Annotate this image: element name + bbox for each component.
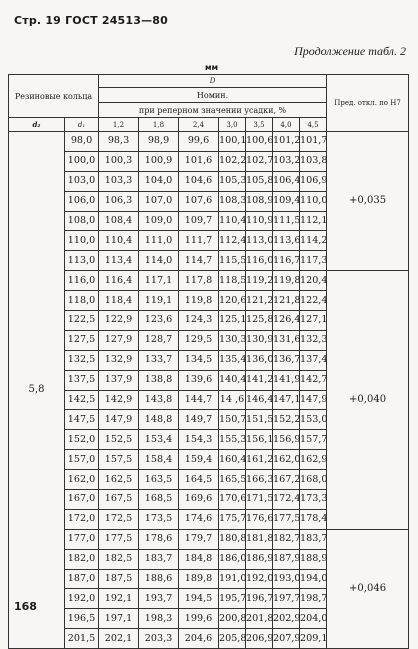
diameter-cell: 119,8 xyxy=(179,291,219,311)
diameter-cell: 173,3 xyxy=(300,490,327,510)
diameter-cell: 203,3 xyxy=(139,629,179,649)
diameter-cell: 120,6 xyxy=(219,291,246,311)
shrink-value: 4,0 xyxy=(273,118,300,132)
diameter-cell: 117,8 xyxy=(179,271,219,291)
diameter-cell: 119,8 xyxy=(273,271,300,291)
diameter-cell: 167,5 xyxy=(99,490,139,510)
diameter-cell: 178,6 xyxy=(139,529,179,549)
d1-cell: 118,0 xyxy=(65,291,99,311)
diameter-cell: 123,6 xyxy=(139,311,179,331)
diameter-cell: 158,4 xyxy=(139,450,179,470)
d1-cell: 167,0 xyxy=(65,490,99,510)
diameter-cell: 192,0 xyxy=(246,569,273,589)
diameter-cell: 209,1 xyxy=(300,629,327,649)
diameter-cell: 175,7 xyxy=(219,509,246,529)
diameter-cell: 141,9 xyxy=(273,370,300,390)
d1-cell: 132,5 xyxy=(65,350,99,370)
diameter-cell: 138,8 xyxy=(139,370,179,390)
diameter-cell: 197,1 xyxy=(99,609,139,629)
diameter-cell: 111,0 xyxy=(139,231,179,251)
shrink-value: 1,8 xyxy=(139,118,179,132)
d1-cell: 177,0 xyxy=(65,529,99,549)
diameter-cell: 102,2 xyxy=(219,151,246,171)
diameter-cell: 206,9 xyxy=(246,629,273,649)
diameter-cell: 193,7 xyxy=(139,589,179,609)
diameter-cell: 126,4 xyxy=(273,311,300,331)
d1-cell: 116,0 xyxy=(65,271,99,291)
diameter-cell: 189,8 xyxy=(179,569,219,589)
shrink-value: 3,0 xyxy=(219,118,246,132)
diameter-cell: 106,3 xyxy=(99,191,139,211)
tolerance-cell: +0,035 xyxy=(327,132,409,271)
diameter-cell: 143,8 xyxy=(139,390,179,410)
diameter-cell: 132,3 xyxy=(300,330,327,350)
diameter-cell: 137,4 xyxy=(300,350,327,370)
diameter-cell: 116,0 xyxy=(246,251,273,271)
diameter-cell: 147,9 xyxy=(300,390,327,410)
diameter-cell: 109,0 xyxy=(139,211,179,231)
diameter-cell: 177,5 xyxy=(273,509,300,529)
diameter-cell: 118,5 xyxy=(219,271,246,291)
diameter-cell: 110,4 xyxy=(99,231,139,251)
diameter-cell: 99,6 xyxy=(179,132,219,152)
diameter-cell: 100,6 xyxy=(246,132,273,152)
table-body xyxy=(9,132,409,649)
diameter-cell: 139,6 xyxy=(179,370,219,390)
diameter-cell: 106,9 xyxy=(300,171,327,191)
page-number: 168 xyxy=(14,600,37,613)
diameter-cell: 107,0 xyxy=(139,191,179,211)
diameter-cell: 152,2 xyxy=(273,410,300,430)
diameter-cell: 113,4 xyxy=(99,251,139,271)
diameter-cell: 122,4 xyxy=(300,291,327,311)
diameter-cell: 119,2 xyxy=(246,271,273,291)
diameter-cell: 184,8 xyxy=(179,549,219,569)
diameter-cell: 200,8 xyxy=(219,609,246,629)
diameter-cell: 110,4 xyxy=(219,211,246,231)
diameter-cell: 191,0 xyxy=(219,569,246,589)
diameter-cell: 171,5 xyxy=(246,490,273,510)
diameter-cell: 157,5 xyxy=(99,450,139,470)
diameter-cell: 202,9 xyxy=(273,609,300,629)
diameter-cell: 182,5 xyxy=(99,549,139,569)
diameter-cell: 162,0 xyxy=(273,450,300,470)
diameter-cell: 127,9 xyxy=(99,330,139,350)
diameter-cell: 187,5 xyxy=(99,569,139,589)
diameter-cell: 186,0 xyxy=(219,549,246,569)
d1-cell: 182,0 xyxy=(65,549,99,569)
diameter-cell: 180,8 xyxy=(219,529,246,549)
diameter-cell: 154,3 xyxy=(179,430,219,450)
diameter-cell: 131,6 xyxy=(273,330,300,350)
diameter-cell: 162,5 xyxy=(99,470,139,490)
shrink-value: 4,5 xyxy=(300,118,327,132)
d1-cell: 187,0 xyxy=(65,569,99,589)
diameter-cell: 147,1 xyxy=(273,390,300,410)
shrink-value: 3,5 xyxy=(246,118,273,132)
diameter-cell: 100,1 xyxy=(219,132,246,152)
d1-cell: 106,0 xyxy=(65,191,99,211)
diameter-cell: 121,2 xyxy=(246,291,273,311)
header-d1: d₁ xyxy=(65,118,99,132)
diameter-cell: 176,6 xyxy=(246,509,273,529)
diameter-cell: 168,0 xyxy=(300,470,327,490)
diameter-cell: 98,3 xyxy=(99,132,139,152)
diameter-cell: 167,2 xyxy=(273,470,300,490)
table-row xyxy=(9,132,409,152)
diameter-cell: 148,8 xyxy=(139,410,179,430)
diameter-cell: 187,9 xyxy=(273,549,300,569)
diameter-cell: 149,7 xyxy=(179,410,219,430)
tolerance-cell: +0,046 xyxy=(327,529,409,648)
d1-cell: 162,0 xyxy=(65,470,99,490)
diameter-cell: 153,4 xyxy=(139,430,179,450)
d1-cell: 113,0 xyxy=(65,251,99,271)
d1-cell: 100,0 xyxy=(65,151,99,171)
d1-cell: 137,5 xyxy=(65,370,99,390)
diameter-cell: 109,7 xyxy=(179,211,219,231)
diameter-cell: 114,0 xyxy=(139,251,179,271)
diameter-cell: 116,4 xyxy=(99,271,139,291)
diameter-cell: 108,9 xyxy=(246,191,273,211)
diameter-cell: 109,4 xyxy=(273,191,300,211)
diameter-cell: 120,4 xyxy=(300,271,327,291)
diameter-cell: 129,5 xyxy=(179,330,219,350)
diameter-cell: 147,9 xyxy=(99,410,139,430)
header-shrinkage: при реперном значении усадки, % xyxy=(99,103,327,118)
d1-cell: 98,0 xyxy=(65,132,99,152)
diameter-cell: 142,9 xyxy=(99,390,139,410)
diameter-cell: 117,3 xyxy=(300,251,327,271)
diameter-cell: 105,8 xyxy=(246,171,273,191)
diameter-cell: 198,3 xyxy=(139,609,179,629)
diameter-cell: 113,0 xyxy=(246,231,273,251)
diameter-cell: 177,5 xyxy=(99,529,139,549)
diameter-cell: 192,1 xyxy=(99,589,139,609)
d1-cell: 192,0 xyxy=(65,589,99,609)
diameter-cell: 101,6 xyxy=(179,151,219,171)
diameter-cell: 199,6 xyxy=(179,609,219,629)
diameter-cell: 181,8 xyxy=(246,529,273,549)
diameter-cell: 168,5 xyxy=(139,490,179,510)
diameter-cell: 160,4 xyxy=(219,450,246,470)
diameter-cell: 100,9 xyxy=(139,151,179,171)
diameter-cell: 188,6 xyxy=(139,569,179,589)
diameter-cell: 110,0 xyxy=(300,191,327,211)
diameter-cell: 170,6 xyxy=(219,490,246,510)
diameter-cell: 182,7 xyxy=(273,529,300,549)
d1-cell: 142,5 xyxy=(65,390,99,410)
diameter-cell: 133,7 xyxy=(139,350,179,370)
diameter-cell: 103,3 xyxy=(99,171,139,191)
diameter-cell: 173,5 xyxy=(139,509,179,529)
diameter-cell: 113,6 xyxy=(273,231,300,251)
diameter-cell: 102,7 xyxy=(246,151,273,171)
diameter-cell: 142,7 xyxy=(300,370,327,390)
d1-cell: 110,0 xyxy=(65,231,99,251)
diameter-cell: 197,7 xyxy=(273,589,300,609)
d1-cell: 108,0 xyxy=(65,211,99,231)
diameter-cell: 169,6 xyxy=(179,490,219,510)
diameter-cell: 115,5 xyxy=(219,251,246,271)
diameter-cell: 130,3 xyxy=(219,330,246,350)
diameter-cell: 127,1 xyxy=(300,311,327,331)
tolerance-cell: +0,040 xyxy=(327,271,409,530)
diameter-cell: 100,3 xyxy=(99,151,139,171)
diameter-cell: 107,6 xyxy=(179,191,219,211)
diameter-cell: 159,4 xyxy=(179,450,219,470)
diameter-cell: 157,7 xyxy=(300,430,327,450)
diameter-cell: 193,0 xyxy=(273,569,300,589)
diameter-cell: 118,4 xyxy=(99,291,139,311)
diameter-cell: 172,5 xyxy=(99,509,139,529)
diameter-cell: 201,8 xyxy=(246,609,273,629)
diameter-cell: 183,7 xyxy=(139,549,179,569)
diameter-cell: 194,0 xyxy=(300,569,327,589)
diameter-cell: 121,8 xyxy=(273,291,300,311)
diameter-cell: 166,3 xyxy=(246,470,273,490)
units-label: мм xyxy=(205,63,219,72)
diameter-cell: 198,7 xyxy=(300,589,327,609)
diameter-cell: 204,0 xyxy=(300,609,327,629)
diameter-cell: 202,1 xyxy=(99,629,139,649)
header-rubber-rings: Резиновые кольца xyxy=(9,75,99,118)
diameter-cell: 104,6 xyxy=(179,171,219,191)
diameter-cell: 152,5 xyxy=(99,430,139,450)
diameter-cell: 136,0 xyxy=(246,350,273,370)
diameter-cell: 106,4 xyxy=(273,171,300,191)
diameter-cell: 105,3 xyxy=(219,171,246,191)
diameter-cell: 117,1 xyxy=(139,271,179,291)
diameter-cell: 178,4 xyxy=(300,509,327,529)
diameter-cell: 183,7 xyxy=(300,529,327,549)
d1-cell: 147,5 xyxy=(65,410,99,430)
diameter-cell: 162,9 xyxy=(300,450,327,470)
diameter-cell: 195,7 xyxy=(219,589,246,609)
diameter-cell: 172,4 xyxy=(273,490,300,510)
d1-cell: 152,0 xyxy=(65,430,99,450)
shrink-value: 2,4 xyxy=(179,118,219,132)
diameter-cell: 130,9 xyxy=(246,330,273,350)
diameter-cell: 140,4 xyxy=(219,370,246,390)
diameter-cell: 163,5 xyxy=(139,470,179,490)
diameter-cell: 164,5 xyxy=(179,470,219,490)
dimensions-table xyxy=(8,74,409,649)
diameter-cell: 119,1 xyxy=(139,291,179,311)
diameter-cell: 122,9 xyxy=(99,311,139,331)
table-row xyxy=(9,271,409,291)
header-D: D xyxy=(99,75,327,88)
header-tolerance: Пред. откл. по Н7 xyxy=(327,75,409,132)
diameter-cell: 108,4 xyxy=(99,211,139,231)
diameter-cell: 144,7 xyxy=(179,390,219,410)
diameter-cell: 134,5 xyxy=(179,350,219,370)
diameter-cell: 111,5 xyxy=(273,211,300,231)
diameter-cell: 135,4 xyxy=(219,350,246,370)
diameter-cell: 207,9 xyxy=(273,629,300,649)
diameter-cell: 186,9 xyxy=(246,549,273,569)
header-nominal: Номин. xyxy=(99,88,327,103)
d1-cell: 122,5 xyxy=(65,311,99,331)
diameter-cell: 146,4 xyxy=(246,390,273,410)
diameter-cell: 114,2 xyxy=(300,231,327,251)
diameter-cell: 132,9 xyxy=(99,350,139,370)
diameter-cell: 112,1 xyxy=(300,211,327,231)
diameter-cell: 110,9 xyxy=(246,211,273,231)
d2-value: 5,8 xyxy=(9,132,65,649)
diameter-cell: 196,7 xyxy=(246,589,273,609)
diameter-cell: 116,7 xyxy=(273,251,300,271)
diameter-cell: 150,7 xyxy=(219,410,246,430)
diameter-cell: 128,7 xyxy=(139,330,179,350)
diameter-cell: 137,9 xyxy=(99,370,139,390)
diameter-cell: 136,7 xyxy=(273,350,300,370)
diameter-cell: 101,7 xyxy=(300,132,327,152)
table-continuation-label: Продолжение табл. 2 xyxy=(294,44,406,58)
diameter-cell: 156,1 xyxy=(246,430,273,450)
diameter-cell: 204,6 xyxy=(179,629,219,649)
diameter-cell: 194,5 xyxy=(179,589,219,609)
d1-cell: 157,0 xyxy=(65,450,99,470)
diameter-cell: 125,1 xyxy=(219,311,246,331)
diameter-cell: 124,3 xyxy=(179,311,219,331)
diameter-cell: 141,2 xyxy=(246,370,273,390)
diameter-cell: 179,7 xyxy=(179,529,219,549)
d1-cell: 196,5 xyxy=(65,609,99,629)
diameter-cell: 98,9 xyxy=(139,132,179,152)
diameter-cell: 14 ,6 xyxy=(219,390,246,410)
diameter-cell: 165,5 xyxy=(219,470,246,490)
diameter-cell: 125,8 xyxy=(246,311,273,331)
d1-cell: 201,5 xyxy=(65,629,99,649)
page-header-label: Стр. 19 ГОСТ 24513—80 xyxy=(14,14,169,27)
diameter-cell: 101,2 xyxy=(273,132,300,152)
diameter-cell: 108,3 xyxy=(219,191,246,211)
diameter-cell: 156,9 xyxy=(273,430,300,450)
diameter-cell: 103,2 xyxy=(273,151,300,171)
diameter-cell: 174,6 xyxy=(179,509,219,529)
diameter-cell: 205,8 xyxy=(219,629,246,649)
diameter-cell: 103,8 xyxy=(300,151,327,171)
diameter-cell: 111,7 xyxy=(179,231,219,251)
diameter-cell: 153,0 xyxy=(300,410,327,430)
header-d2: d₂ xyxy=(9,118,65,132)
diameter-cell: 188,9 xyxy=(300,549,327,569)
diameter-cell: 104,0 xyxy=(139,171,179,191)
diameter-cell: 112,4 xyxy=(219,231,246,251)
diameter-cell: 161,2 xyxy=(246,450,273,470)
diameter-cell: 151,5 xyxy=(246,410,273,430)
table-row xyxy=(9,529,409,549)
d1-cell: 127,5 xyxy=(65,330,99,350)
diameter-cell: 155,3 xyxy=(219,430,246,450)
d1-cell: 172,0 xyxy=(65,509,99,529)
d1-cell: 103,0 xyxy=(65,171,99,191)
diameter-cell: 114,7 xyxy=(179,251,219,271)
shrink-value: 1,2 xyxy=(99,118,139,132)
